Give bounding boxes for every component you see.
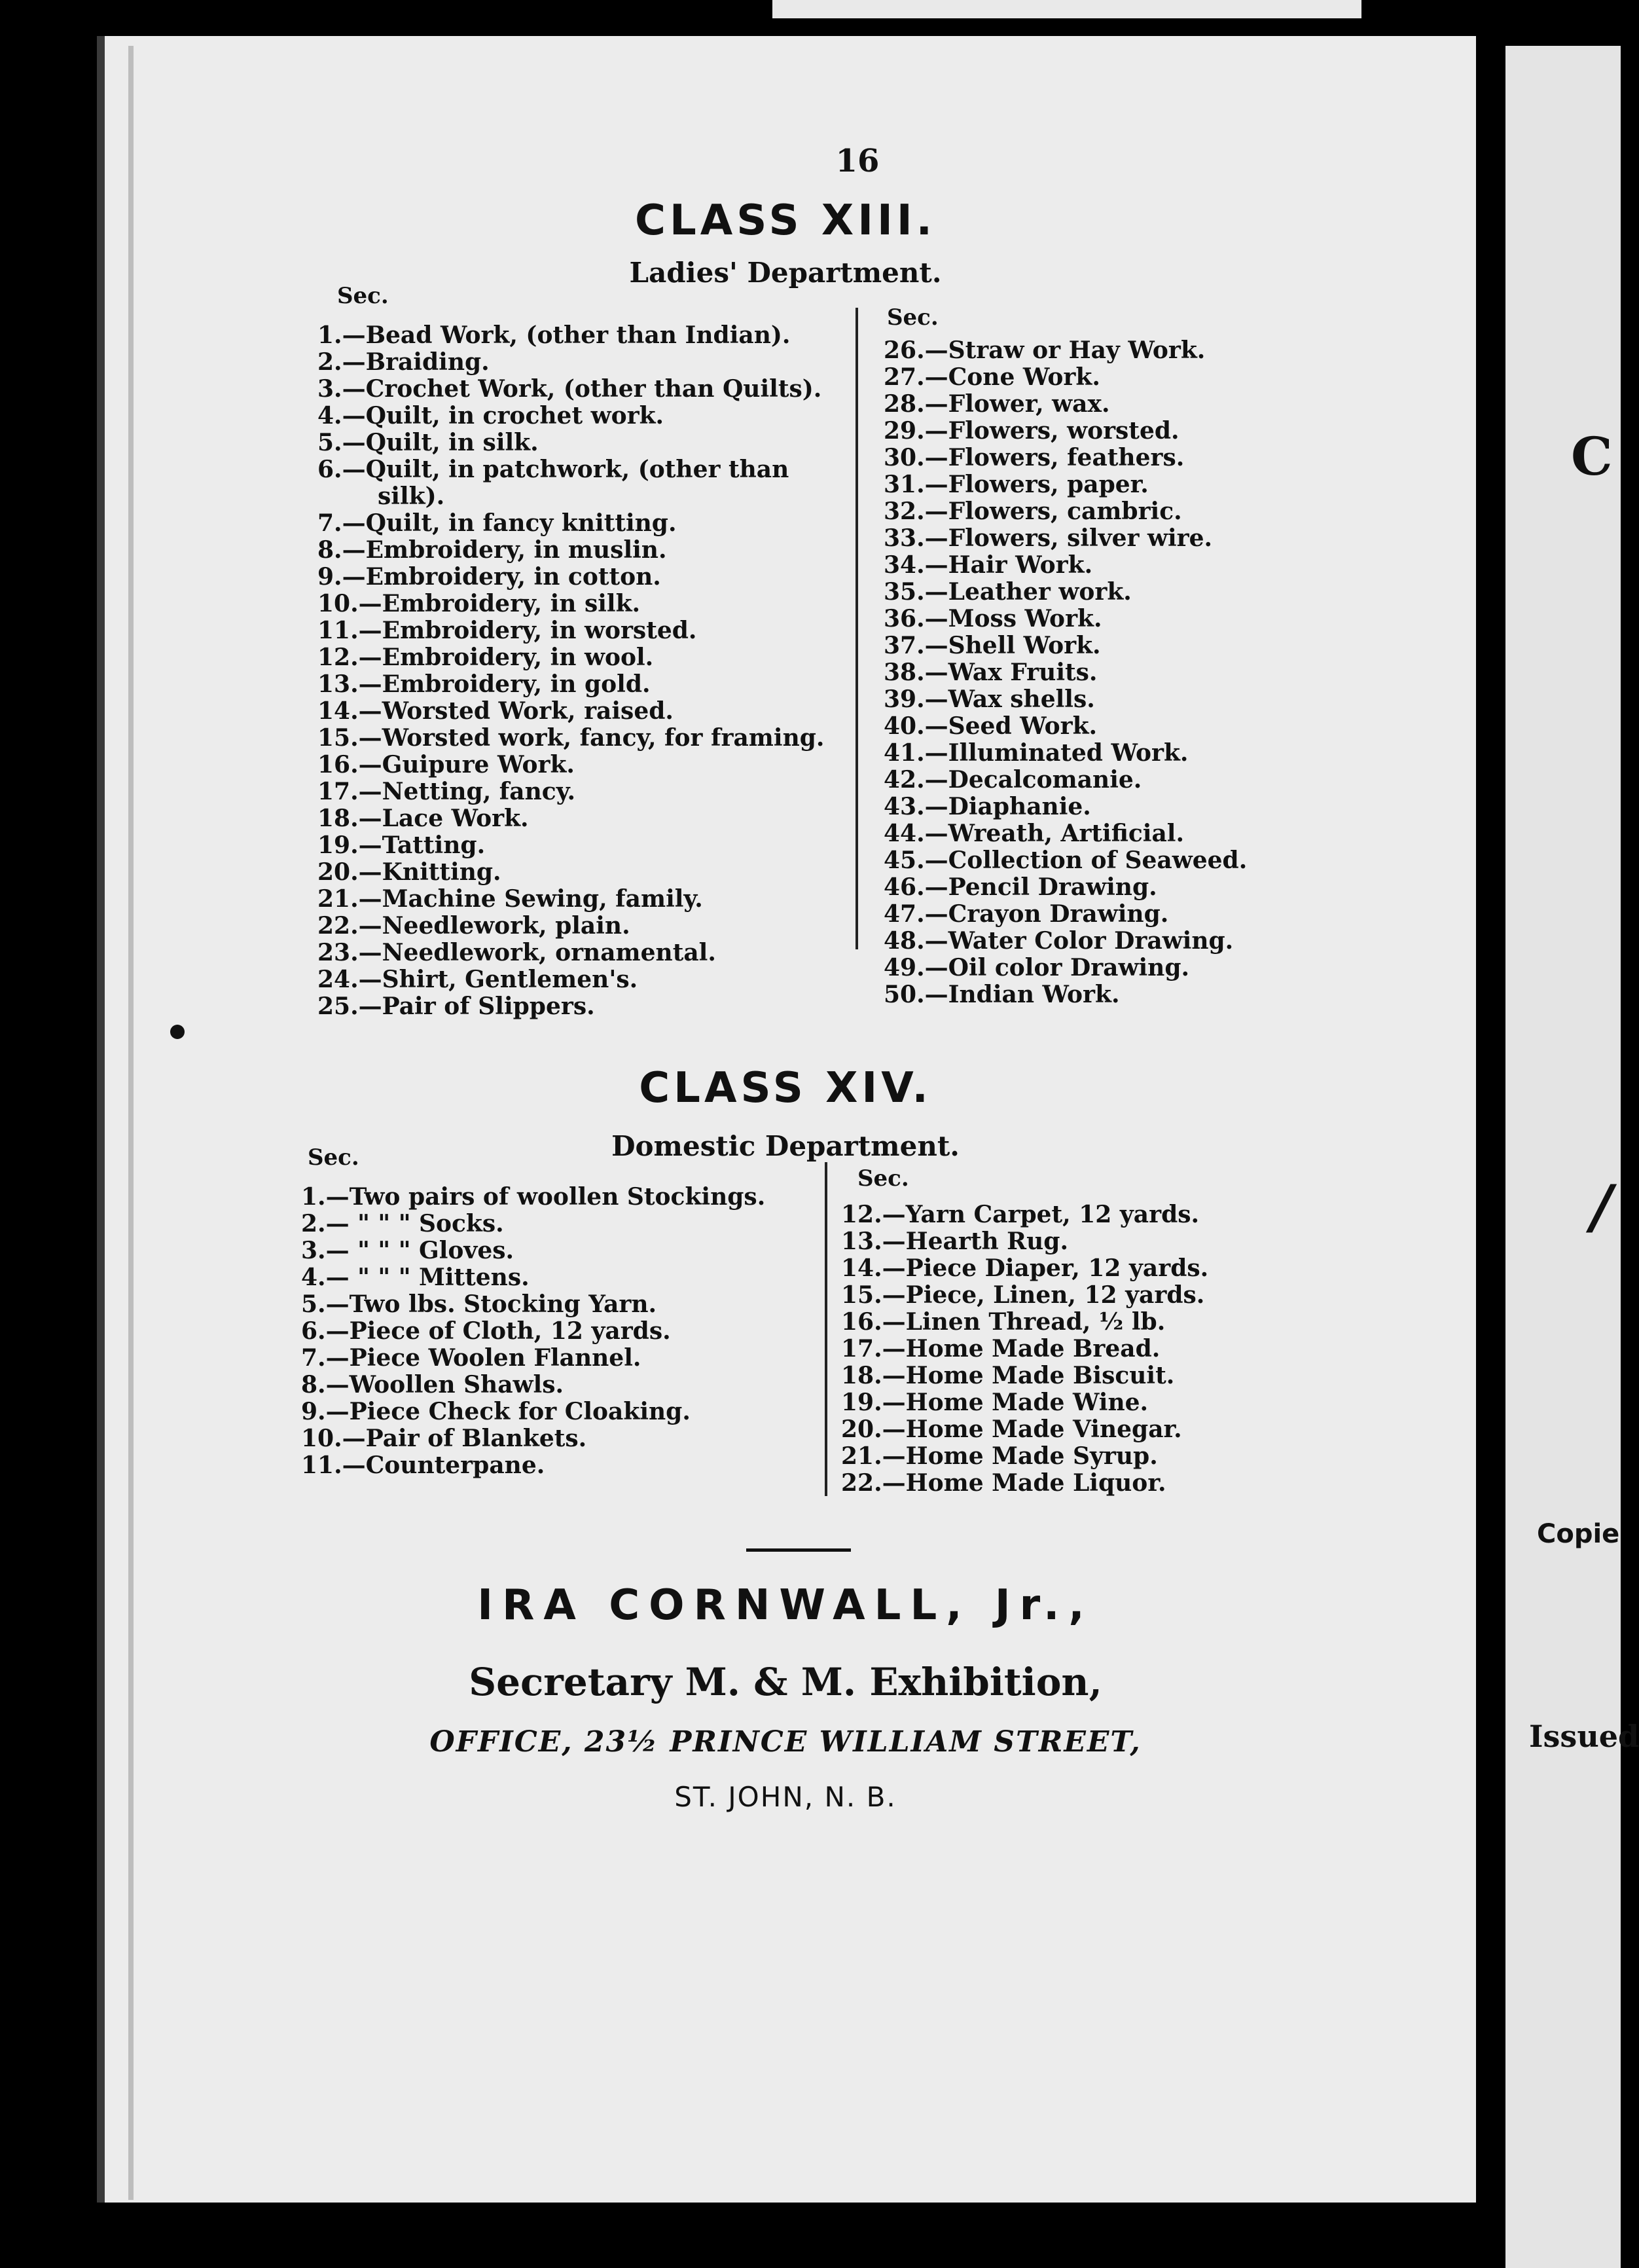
- list-item: 15.—Worsted work, fancy, for framing.: [317, 724, 825, 752]
- office-address: OFFICE, 23½ PRINCE WILLIAM STREET,: [429, 1725, 1142, 1759]
- list-item: 7.—Piece Woolen Flannel.: [301, 1344, 641, 1372]
- list-item: 20.—Knitting.: [317, 858, 501, 886]
- class-13-sec-label-right: Sec.: [887, 304, 939, 331]
- class-14-column-divider: [825, 1162, 827, 1496]
- list-item: 47.—Crayon Drawing.: [884, 900, 1169, 928]
- class-13-right-list: [884, 337, 1247, 1008]
- list-item: 1.—Bead Work, (other than Indian).: [317, 321, 791, 349]
- list-item: 39.—Wax shells.: [884, 686, 1095, 713]
- list-item: 16.—Linen Thread, ½ lb.: [841, 1308, 1166, 1336]
- list-item: 6.—Quilt, in patchwork, (other than: [317, 456, 789, 483]
- list-item: 27.—Cone Work.: [884, 363, 1100, 391]
- class-14-left-list: [301, 1184, 765, 1479]
- adjacent-fragment-issued: Issued: [1529, 1719, 1639, 1754]
- list-item: 45.—Collection of Seaweed.: [884, 847, 1248, 874]
- list-item: 9.—Piece Check for Cloaking.: [301, 1398, 691, 1425]
- list-item: 29.—Flowers, worsted.: [884, 417, 1180, 445]
- list-item: 42.—Decalcomanie.: [884, 766, 1142, 794]
- list-item: 2.— " " " Socks.: [301, 1210, 504, 1237]
- list-item: 13.—Embroidery, in gold.: [317, 670, 651, 698]
- adjacent-page: [1505, 46, 1639, 2268]
- list-item: 34.—Hair Work.: [884, 551, 1093, 579]
- class-14-title: CLASS XIV.: [639, 1064, 932, 1112]
- list-item: 22.—Needlework, plain.: [317, 912, 630, 940]
- list-item: 35.—Leather work.: [884, 578, 1132, 606]
- list-item: 31.—Flowers, paper.: [884, 471, 1149, 498]
- list-item: 49.—Oil color Drawing.: [884, 954, 1190, 981]
- list-item: 16.—Guipure Work.: [317, 751, 575, 778]
- class-13-left-list: [317, 322, 824, 1020]
- ink-dot: [170, 1025, 185, 1039]
- list-item: 4.—Quilt, in crochet work.: [317, 402, 664, 430]
- class-14-department: Domestic Department.: [611, 1130, 960, 1162]
- list-item: silk).: [378, 483, 445, 510]
- list-item: 30.—Flowers, feathers.: [884, 444, 1185, 471]
- class-14-right-list: [841, 1201, 1208, 1497]
- list-item: 33.—Flowers, silver wire.: [884, 524, 1213, 552]
- list-item: 26.—Straw or Hay Work.: [884, 337, 1206, 364]
- list-item: 15.—Piece, Linen, 12 yards.: [841, 1281, 1205, 1309]
- list-item: 28.—Flower, wax.: [884, 390, 1110, 418]
- page-content: [105, 0, 1466, 2268]
- list-item: 1.—Two pairs of woollen Stockings.: [301, 1183, 766, 1211]
- list-item: 3.—Crochet Work, (other than Quilts).: [317, 375, 822, 403]
- list-item: 14.—Worsted Work, raised.: [317, 697, 674, 725]
- adjacent-fragment-slash: /: [1591, 1172, 1612, 1241]
- list-item: 20.—Home Made Vinegar.: [841, 1416, 1182, 1443]
- list-item: 10.—Embroidery, in silk.: [317, 590, 641, 617]
- list-item: 7.—Quilt, in fancy knitting.: [317, 509, 677, 537]
- list-item: 12.—Embroidery, in wool.: [317, 644, 654, 671]
- class-13-department: Ladies' Department.: [629, 257, 942, 289]
- list-item: 8.—Woollen Shawls.: [301, 1371, 564, 1399]
- list-item: 43.—Diaphanie.: [884, 793, 1091, 820]
- class-13-column-divider: [856, 308, 858, 949]
- list-item: 5.—Quilt, in silk.: [317, 429, 539, 456]
- list-item: 17.—Home Made Bread.: [841, 1335, 1161, 1363]
- list-item: 19.—Tatting.: [317, 832, 486, 859]
- list-item: 22.—Home Made Liquor.: [841, 1469, 1166, 1497]
- list-item: 12.—Yarn Carpet, 12 yards.: [841, 1201, 1200, 1228]
- footer-separator: [746, 1548, 851, 1552]
- list-item: 38.—Wax Fruits.: [884, 659, 1098, 686]
- list-item: 2.—Braiding.: [317, 348, 490, 376]
- class-14-sec-label-right: Sec.: [857, 1165, 909, 1192]
- list-item: 14.—Piece Diaper, 12 yards.: [841, 1254, 1209, 1282]
- list-item: 41.—Illuminated Work.: [884, 739, 1189, 767]
- list-item: 13.—Hearth Rug.: [841, 1228, 1068, 1255]
- list-item: 9.—Embroidery, in cotton.: [317, 563, 661, 591]
- list-item: 6.—Piece of Cloth, 12 yards.: [301, 1317, 671, 1345]
- list-item: 48.—Water Color Drawing.: [884, 927, 1234, 955]
- list-item: 44.—Wreath, Artificial.: [884, 820, 1185, 847]
- list-item: 50.—Indian Work.: [884, 981, 1120, 1008]
- adjacent-fragment-copie: Copie: [1537, 1519, 1620, 1549]
- office-city: ST. JOHN, N. B.: [674, 1781, 897, 1813]
- list-item: 19.—Home Made Wine.: [841, 1389, 1149, 1416]
- list-item: 36.—Moss Work.: [884, 605, 1102, 632]
- list-item: 3.— " " " Gloves.: [301, 1237, 514, 1264]
- adjacent-fragment-c: C: [1571, 426, 1613, 487]
- list-item: 24.—Shirt, Gentlemen's.: [317, 966, 638, 993]
- list-item: 40.—Seed Work.: [884, 712, 1098, 740]
- secretary-name: IRA CORNWALL, Jr.,: [477, 1581, 1094, 1630]
- list-item: 4.— " " " Mittens.: [301, 1264, 530, 1291]
- list-item: 8.—Embroidery, in muslin.: [317, 536, 667, 564]
- list-item: 10.—Pair of Blankets.: [301, 1425, 587, 1452]
- list-item: 5.—Two lbs. Stocking Yarn.: [301, 1290, 657, 1318]
- page-number: 16: [835, 143, 880, 179]
- list-item: 11.—Counterpane.: [301, 1452, 545, 1479]
- list-item: 21.—Home Made Syrup.: [841, 1442, 1158, 1470]
- class-13-sec-label-left: Sec.: [337, 283, 389, 309]
- list-item: 21.—Machine Sewing, family.: [317, 885, 703, 913]
- list-item: 17.—Netting, fancy.: [317, 778, 576, 805]
- class-14-sec-label-left: Sec.: [308, 1144, 359, 1171]
- list-item: 46.—Pencil Drawing.: [884, 873, 1157, 901]
- list-item: 18.—Home Made Biscuit.: [841, 1362, 1175, 1389]
- list-item: 25.—Pair of Slippers.: [317, 993, 595, 1020]
- list-item: 18.—Lace Work.: [317, 805, 529, 832]
- class-13-title: CLASS XIII.: [635, 196, 936, 245]
- list-item: 11.—Embroidery, in worsted.: [317, 617, 697, 644]
- list-item: 37.—Shell Work.: [884, 632, 1101, 659]
- list-item: 23.—Needlework, ornamental.: [317, 939, 716, 966]
- secretary-title: Secretary M. & M. Exhibition,: [469, 1660, 1102, 1704]
- list-item: 32.—Flowers, cambric.: [884, 498, 1182, 525]
